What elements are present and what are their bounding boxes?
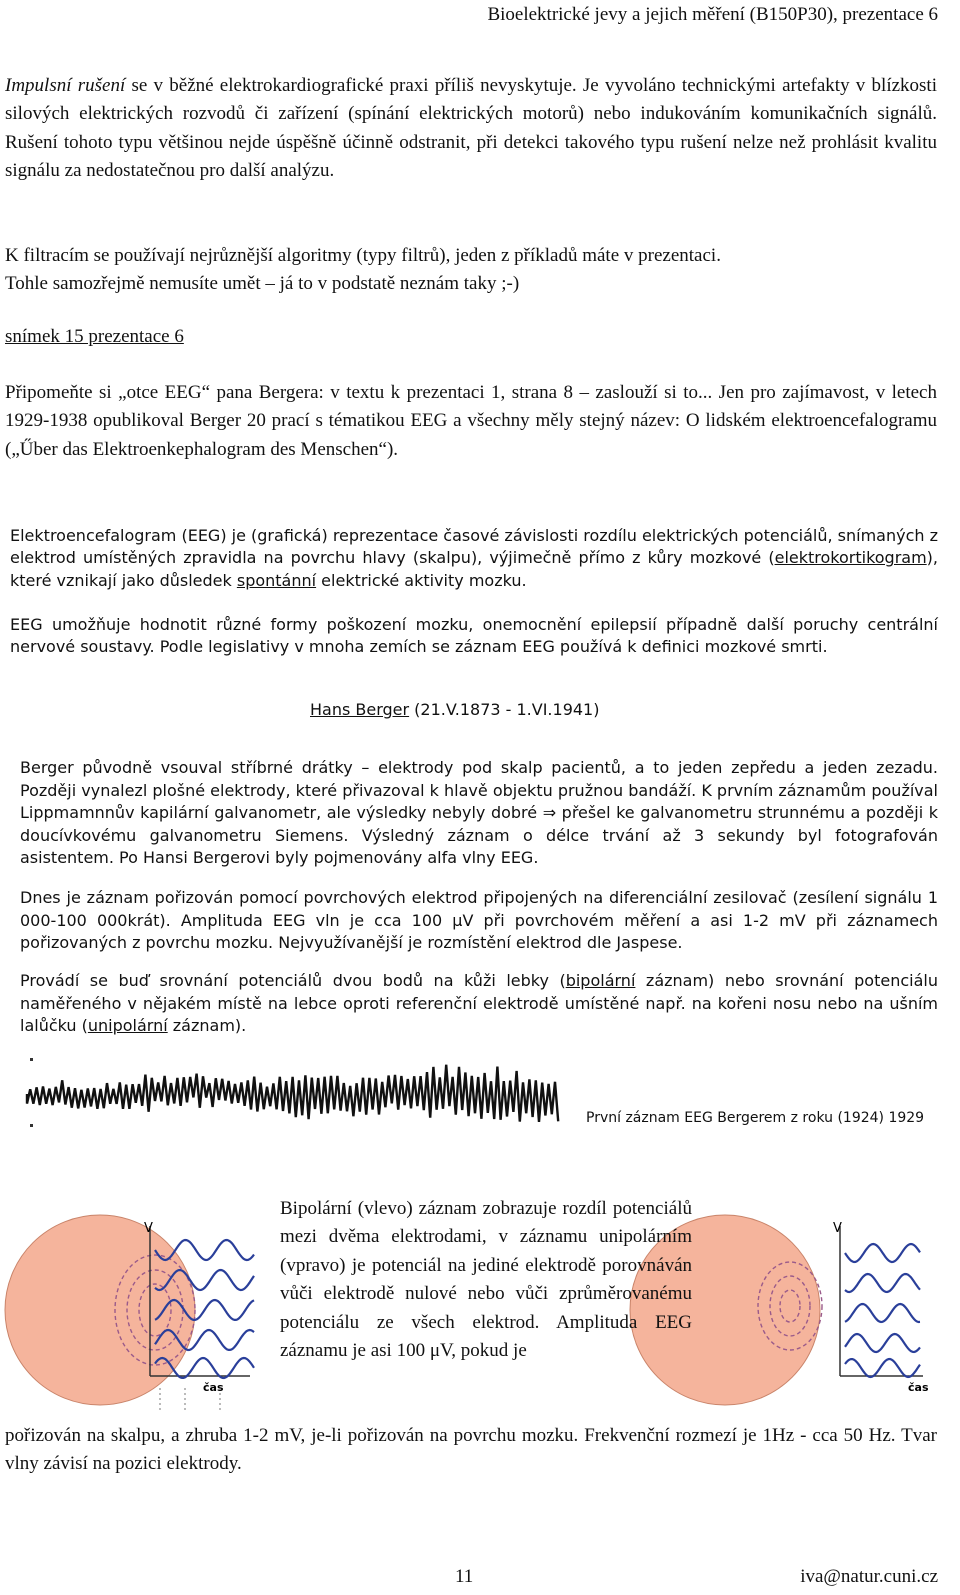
unipolar-diagram [725, 1198, 929, 1428]
frequency-paragraph: pořizován na skalpu, a zhruba 1-2 mV, je-li pořizován na povrchu mozku. Frekvenční rozmezí je 1Hz - cca 50 Hz. Tvar vlny závisí na pozici elektrody. [5, 1425, 937, 1475]
berger-paragraph: Připomeňte si „otce EEG“ pana Bergera: v textu k prezentaci 1, strana 8 – zaslouží si to... Jen pro zajímavost, v letech 1929-1938 opublikoval Berger 20 prací s tématikou EEG a všechny měly stejný název: O lidském elektroencefalogramu („Űber das Elektroenkephalogram des Menschen“). [5, 382, 937, 460]
scan-dot [30, 1058, 33, 1061]
scan-dot [30, 1124, 33, 1127]
berger-history-paragraph: Berger původně vsouval stříbrné drátky – elektrody pod skalp pacientů, a to jeden zepředu a jeden zezadu. Později vynalezl plošné elektrody, které přivazoval k hlavě objektu pružnou bandáží. K prvním záznamům používal Lippmamnnův kapilární galvanometr, ale výsledky nebyly dobré ⇒ přešel ke galvanometru strunnému a později k doucívkovému galvanometru Siemens. Výsledný záznam o délce trvání až 3 sekundy byl fotografován asistentem. Po Hansi Bergerovi byly pojmenovány alfa vlny EEG. [20, 758, 938, 868]
slide-reference-link[interactable]: snímek 15 prezentace 6 [5, 326, 184, 347]
page-number: 11 [455, 1566, 474, 1587]
eeg-def-text-3: elektrické aktivity mozku. [316, 570, 527, 590]
bipolarni-link[interactable]: bipolární [565, 971, 636, 990]
eeg-def-text-1: Elektroencefalogram (EEG) je (grafická) reprezentace časové závislosti rozdílu elektrických potenciálů, snímaných z elektrod umístěných zpravidla na povrchu hlavy (skalpu), výjimečně přímo z kůry mozkové ( [10, 526, 938, 568]
wave-line [845, 1274, 920, 1292]
berger-name-line [310, 700, 599, 719]
page-header: Bioelektrické jevy a jejich měření (B150P30), prezentace 6 [487, 4, 938, 25]
bipolar-explanation: Bipolární (vlevo) záznam zobrazuje rozdíl potenciálů mezi dvěma elektrodami, v záznamu unipolárním (vpravo) je potenciál na jediné elektrodě porovnáván vůči elektrodě nulové nebo vůči zprůměrovanému potenciálu ze všech elektrod. Amplituda EEG záznamu je asi 100 μV, pokud je [280, 1198, 692, 1362]
spontanni-link[interactable]: spontánní [236, 570, 317, 590]
unipolarni-link[interactable]: unipolární [87, 1016, 168, 1036]
hans-berger-link[interactable]: Hans Berger [310, 700, 410, 719]
wave-line [845, 1244, 920, 1262]
bipolar-diagram [100, 1198, 270, 1428]
axis-v-label: V [833, 1221, 842, 1236]
eeg-trace-line [27, 1065, 558, 1122]
montage-text-3: záznam). [167, 1016, 247, 1036]
wave-group [845, 1244, 920, 1377]
footer-email[interactable]: iva@natur.cuni.cz [800, 1566, 938, 1587]
montage-text-2: záznam) nebo srovnání potenciálu naměřeného v nějakém místě na lebce oproti referenční elektrodě umístěné např. na kořeni nosu nebo na ušním lalůčku ( [20, 971, 938, 1036]
eeg-use-paragraph: EEG umožňuje hodnotit různé formy poškození mozku, onemocnění epilepsií případně další poruchy centrální nervové soustavy. Podle legislativy v mnoha zemích se záznam EEG používá k definici mozkové smrti. [10, 615, 938, 657]
today-paragraph: Dnes je záznam pořizován pomocí povrchových elektrod připojených na diferenciální zesilovač (zesílení signálu 1 000-100 000krát). Amplituda EEG vln je cca 100 μV při povrchovém měření a asi 1-2 mV při záznamech pořizovaných z povrchu mozku. Nejvyužívanější je rozmístění elektrod dle Jaspese. [20, 888, 938, 953]
axis-time-label: čas [908, 1381, 929, 1394]
eeg-def-text-2: ), které vznikají jako důsledek [10, 548, 938, 590]
intro-term: Impulsní rušení [5, 75, 126, 96]
filters-paragraph [5, 242, 937, 299]
berger-eeg-trace [25, 1048, 565, 1140]
filters-line-2: Tohle samozřejmě nemusíte umět – já to v podstatě neznám taky ;-) [5, 273, 520, 295]
intro-paragraph [5, 72, 937, 186]
elektrokortikogram-link[interactable]: elektrokortikogram [774, 548, 927, 568]
montage-paragraph [20, 970, 938, 1038]
filters-line-1: K filtracím se používají nejrůznější algoritmy (typy filtrů), jeden z příkladů máte v prezentaci. [5, 245, 721, 266]
montage-text-1: Provádí se buď srovnání potenciálů dvou bodů na kůži lebky ( [20, 971, 566, 990]
wave-line [845, 1359, 920, 1377]
berger-dates: (21.V.1873 - 1.VI.1941) [409, 700, 600, 719]
wave-line [845, 1304, 920, 1322]
axis-v-label: V [144, 1221, 153, 1236]
intro-text: se v běžné elektrokardiografické praxi příliš nevyskytuje. Je vyvoláno technickými artefakty v blízkosti silových elektrických rozvodů či zařízení (spínání elektrických motorů) nebo indukováním komunikačních signálů. Rušení tohoto typu většinou nejde úspěšně účinně odstranit, při detekci takového typu rušení nelze než prohlásit kvalitu signálu za nedostatečnou pro další analýzu. [5, 75, 937, 182]
eeg-trace-caption: První záznam EEG Bergerem z roku (1924) 1929 [586, 1110, 925, 1126]
eeg-definition [10, 525, 938, 592]
axis-time-label: čas [203, 1381, 224, 1394]
wave-line [845, 1334, 920, 1352]
